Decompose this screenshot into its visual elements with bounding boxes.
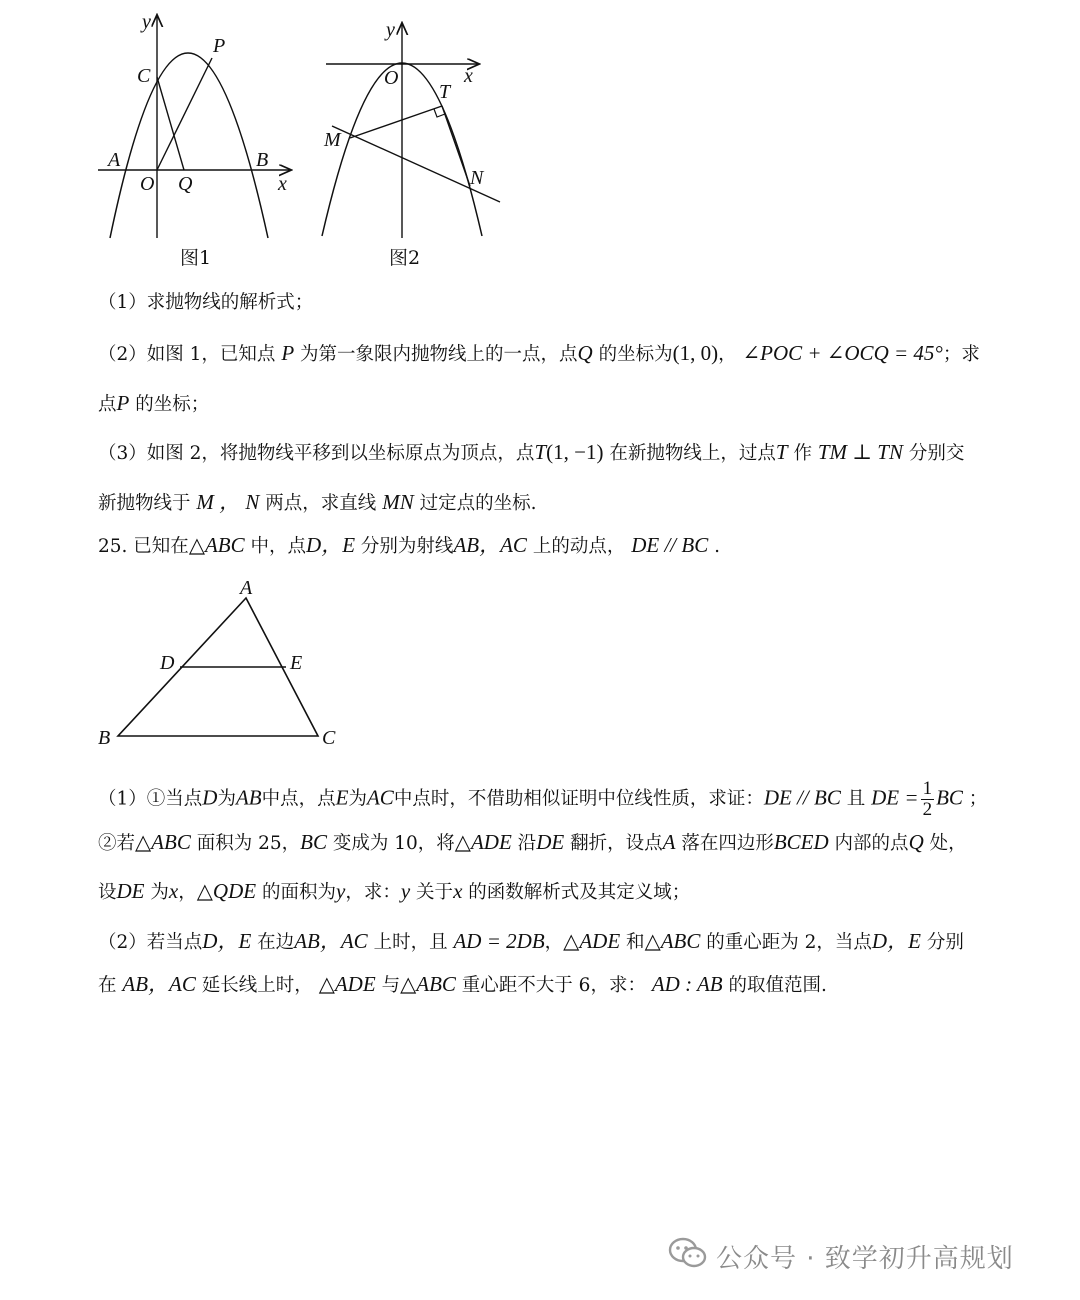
label-D: D xyxy=(160,652,175,674)
label-E: E xyxy=(290,652,303,674)
triangle-graph xyxy=(90,572,360,752)
q24-part3-line1: （3）如图 2，将抛物线平移到以坐标原点为顶点，点T(1, −1) 在新抛物线上，过点T 作 TM ⊥ TN 分别交 xyxy=(98,440,965,464)
label-y: y xyxy=(386,20,395,41)
label-B: B xyxy=(98,727,111,749)
q25-part1-line2: ②若△ABC 面积为 25，BC 变成为 10，将△ADE 沿DE 翻折，设点A 落在四边形BCED 内部的点Q 处， xyxy=(98,830,967,854)
label-P: P xyxy=(213,35,226,57)
line-MN xyxy=(332,126,500,202)
figure-1 xyxy=(92,8,302,246)
segment-OP xyxy=(157,58,212,170)
figure-1-graph xyxy=(92,8,302,246)
figure-2-caption: 图2 xyxy=(389,247,421,269)
label-C: C xyxy=(322,727,336,749)
q24-part2-line1: （2）如图 1，已知点 P 为第一象限内抛物线上的一点，点Q 的坐标为(1, 0)， ∠POC + ∠OCQ = 45°；求 xyxy=(98,341,980,365)
q25-part2-line1: （2）若当点D，E 在边AB，AC 上时，且 AD = 2DB，△ADE 和△ABC 的重心距为 2，当点D，E 分别 xyxy=(98,929,964,953)
figure-triangle xyxy=(90,572,360,752)
figure-2-graph xyxy=(318,20,508,242)
watermark-text: 公众号 · 致学初升高规划 xyxy=(716,1243,1014,1274)
label-T: T xyxy=(439,81,451,103)
label-x: x xyxy=(278,173,287,195)
label-O: O xyxy=(140,173,155,195)
q25-part2-line2: 在 AB，AC 延长线上时， △ADE 与△ABC 重心距不大于 6，求： AD : AB 的取值范围. xyxy=(98,972,827,996)
fraction-one-half: $\frac{1}{2}$ xyxy=(922,778,933,820)
label-B: B xyxy=(256,149,269,171)
label-A: A xyxy=(108,149,121,171)
label-O: O xyxy=(384,67,399,89)
q24-part2-line2: 点P 的坐标； xyxy=(98,391,210,415)
label-A: A xyxy=(240,577,253,599)
figure-1-caption: 图1 xyxy=(180,247,212,269)
watermark xyxy=(668,1236,1014,1276)
label-x: x xyxy=(464,65,473,87)
segment-MT xyxy=(350,106,442,138)
q25-part1-line3: 设DE 为x，△QDE 的面积为y，求：y 关于x 的函数解析式及其定义域； xyxy=(98,879,691,903)
label-C: C xyxy=(137,65,151,87)
figure-2 xyxy=(318,20,508,242)
q24-part1: （1）求抛物线的解析式； xyxy=(98,292,314,313)
q25-part1-line1: （1）①当点D为AB中点，点E为AC中点时，不借助相似证明中位线性质，求证：DE // BC 且 DE = $\frac{1}{2}$ BC ； xyxy=(98,778,988,820)
label-M: M xyxy=(324,129,341,151)
label-y: y xyxy=(142,11,151,33)
wechat-icon xyxy=(668,1236,708,1277)
q25-intro: 25. 已知在△ABC 中，点D，E 分别为射线AB，AC 上的动点， DE // BC . xyxy=(98,533,720,557)
label-Q: Q xyxy=(178,173,193,195)
label-N: N xyxy=(470,167,484,189)
parabola xyxy=(110,53,268,238)
q24-part3-line2: 新抛物线于 M ， N 两点，求直线 MN 过定点的坐标. xyxy=(98,490,537,514)
segment-TN xyxy=(442,106,470,186)
